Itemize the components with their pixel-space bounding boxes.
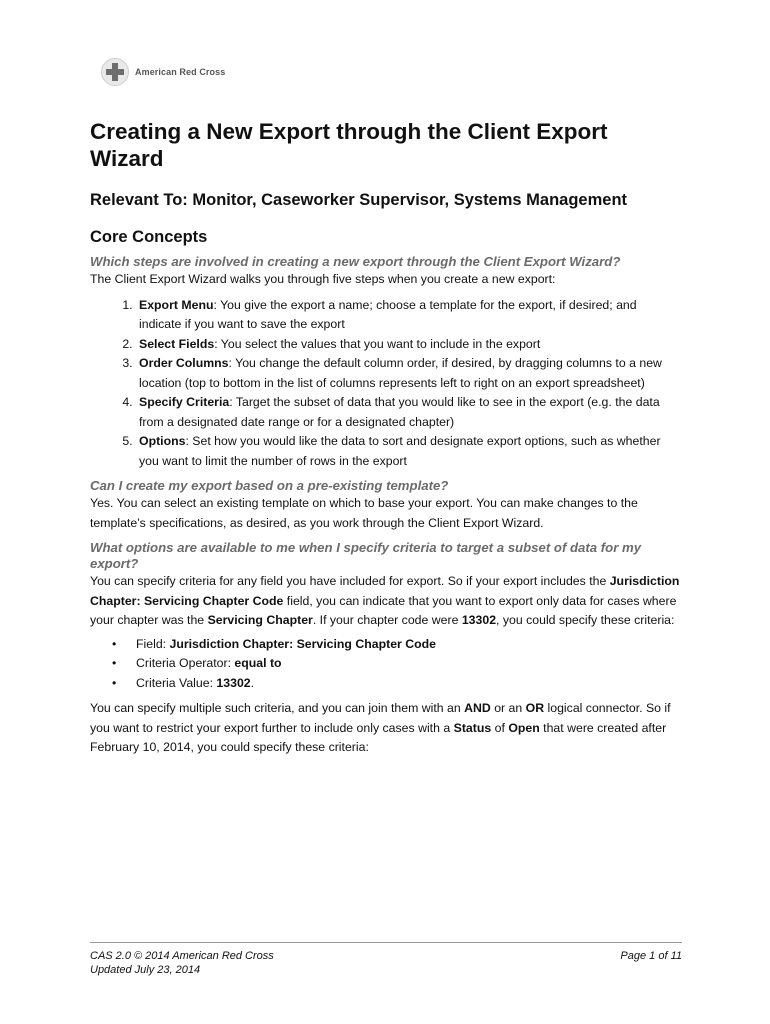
text-run: that were created after February 10, 2014, you could specify these criteria: [90, 720, 667, 754]
or-connector: OR [525, 701, 545, 715]
text-run: You can specify criteria for any field you have included for export. So if your export includes the [90, 574, 610, 588]
core-concepts-heading: Core Concepts [90, 228, 208, 246]
criteria-answer [90, 572, 682, 631]
list-item [136, 432, 682, 471]
criteria-value: 13302 [216, 675, 251, 690]
step-text: : Set how you would like the data to sort and designate export options, such as whether you want to limit the number of rows in the export [139, 434, 661, 468]
step-term: Export Menu [139, 297, 214, 312]
status-term: Status [453, 720, 492, 735]
question-template: Can I create my export based on a pre-existing template? [90, 478, 449, 493]
footer-updated: Updated July 23, 2014 [90, 964, 201, 976]
step-text: : Target the subset of data that you would like to see in the export (e.g. the data from a designated date range or for a designated chapter) [139, 395, 660, 429]
open-term: Open [508, 720, 540, 735]
chapter-code: 13302 [461, 613, 497, 627]
step-text: : You select the values that you want to include in the export [214, 336, 541, 351]
list-item [136, 674, 682, 694]
field-name: Jurisdiction Chapter: Servicing Chapter Code [90, 574, 680, 608]
template-answer: Yes. You can select an existing template on which to base your export. You can make changes to the template’s specifications, as desired, as you work through the Client Export Wizard. [90, 496, 638, 530]
footer-copyright: CAS 2.0 © 2014 American Red Cross [90, 950, 274, 962]
step-text: : You change the default column order, if desired, by dragging columns to a new location (top to bottom in the list of columns represents left to right on an export spreadsheet) [139, 356, 662, 390]
text-run: You can specify multiple such criteria, and you can join them with an [90, 701, 465, 715]
text-run: . If your chapter code were [312, 613, 462, 627]
question-steps: Which steps are involved in creating a new export through the Client Export Wizard? [90, 254, 621, 269]
list-item [136, 393, 682, 432]
step-term: Options [139, 434, 186, 448]
text-run: of [491, 720, 509, 735]
logo-text: American Red Cross [135, 67, 226, 77]
red-cross-icon [101, 58, 129, 86]
list-item [136, 635, 682, 655]
step-text: : You give the export a name; choose a template for the export, if desired; and indicate if you want to save the export [139, 297, 637, 331]
criteria-label: Field: [136, 636, 170, 651]
steps-list [90, 296, 682, 472]
step-term: Order Columns [139, 356, 229, 370]
steps-intro: The Client Export Wizard walks you through five steps when you create a new export: [90, 272, 556, 286]
criteria-value: Jurisdiction Chapter: Servicing Chapter Code [169, 636, 436, 651]
multiple-criteria-paragraph [90, 699, 682, 758]
list-item [136, 654, 682, 674]
criteria-value: equal to [234, 656, 282, 670]
list-item [136, 335, 682, 355]
step-term: Specify Criteria [139, 395, 230, 409]
criteria-label: Criteria Value: [136, 675, 217, 690]
text-run: , you could specify these criteria: [496, 613, 675, 627]
logo [101, 58, 225, 86]
footer-row [90, 949, 682, 963]
page-title: Creating a New Export through the Client Export Wizard [90, 119, 608, 171]
and-connector: AND [464, 701, 491, 715]
page-footer [90, 942, 682, 977]
text-run: or an [490, 701, 526, 715]
criteria-label: Criteria Operator: [136, 656, 235, 670]
main-content [90, 118, 682, 758]
page-number: Page 1 of 11 [620, 950, 682, 962]
servicing-chapter-term: Servicing Chapter [207, 613, 313, 627]
question-criteria: What options are available to me when I specify criteria to target a subset of data for my export? [90, 540, 642, 571]
relevant-to-heading: Relevant To: Monitor, Caseworker Supervisor, Systems Management [90, 191, 628, 209]
list-item [136, 296, 682, 335]
list-item [136, 354, 682, 393]
text-run: field, you can indicate that you want to export only data for cases where your chapter was the [90, 593, 677, 627]
text-run: logical connector. So if you want to restrict your export further to include only cases with a [90, 701, 671, 735]
criteria-list [90, 635, 682, 694]
criteria-suffix: . [250, 675, 255, 690]
footer-row [90, 963, 682, 977]
step-term: Select Fields [139, 336, 215, 351]
